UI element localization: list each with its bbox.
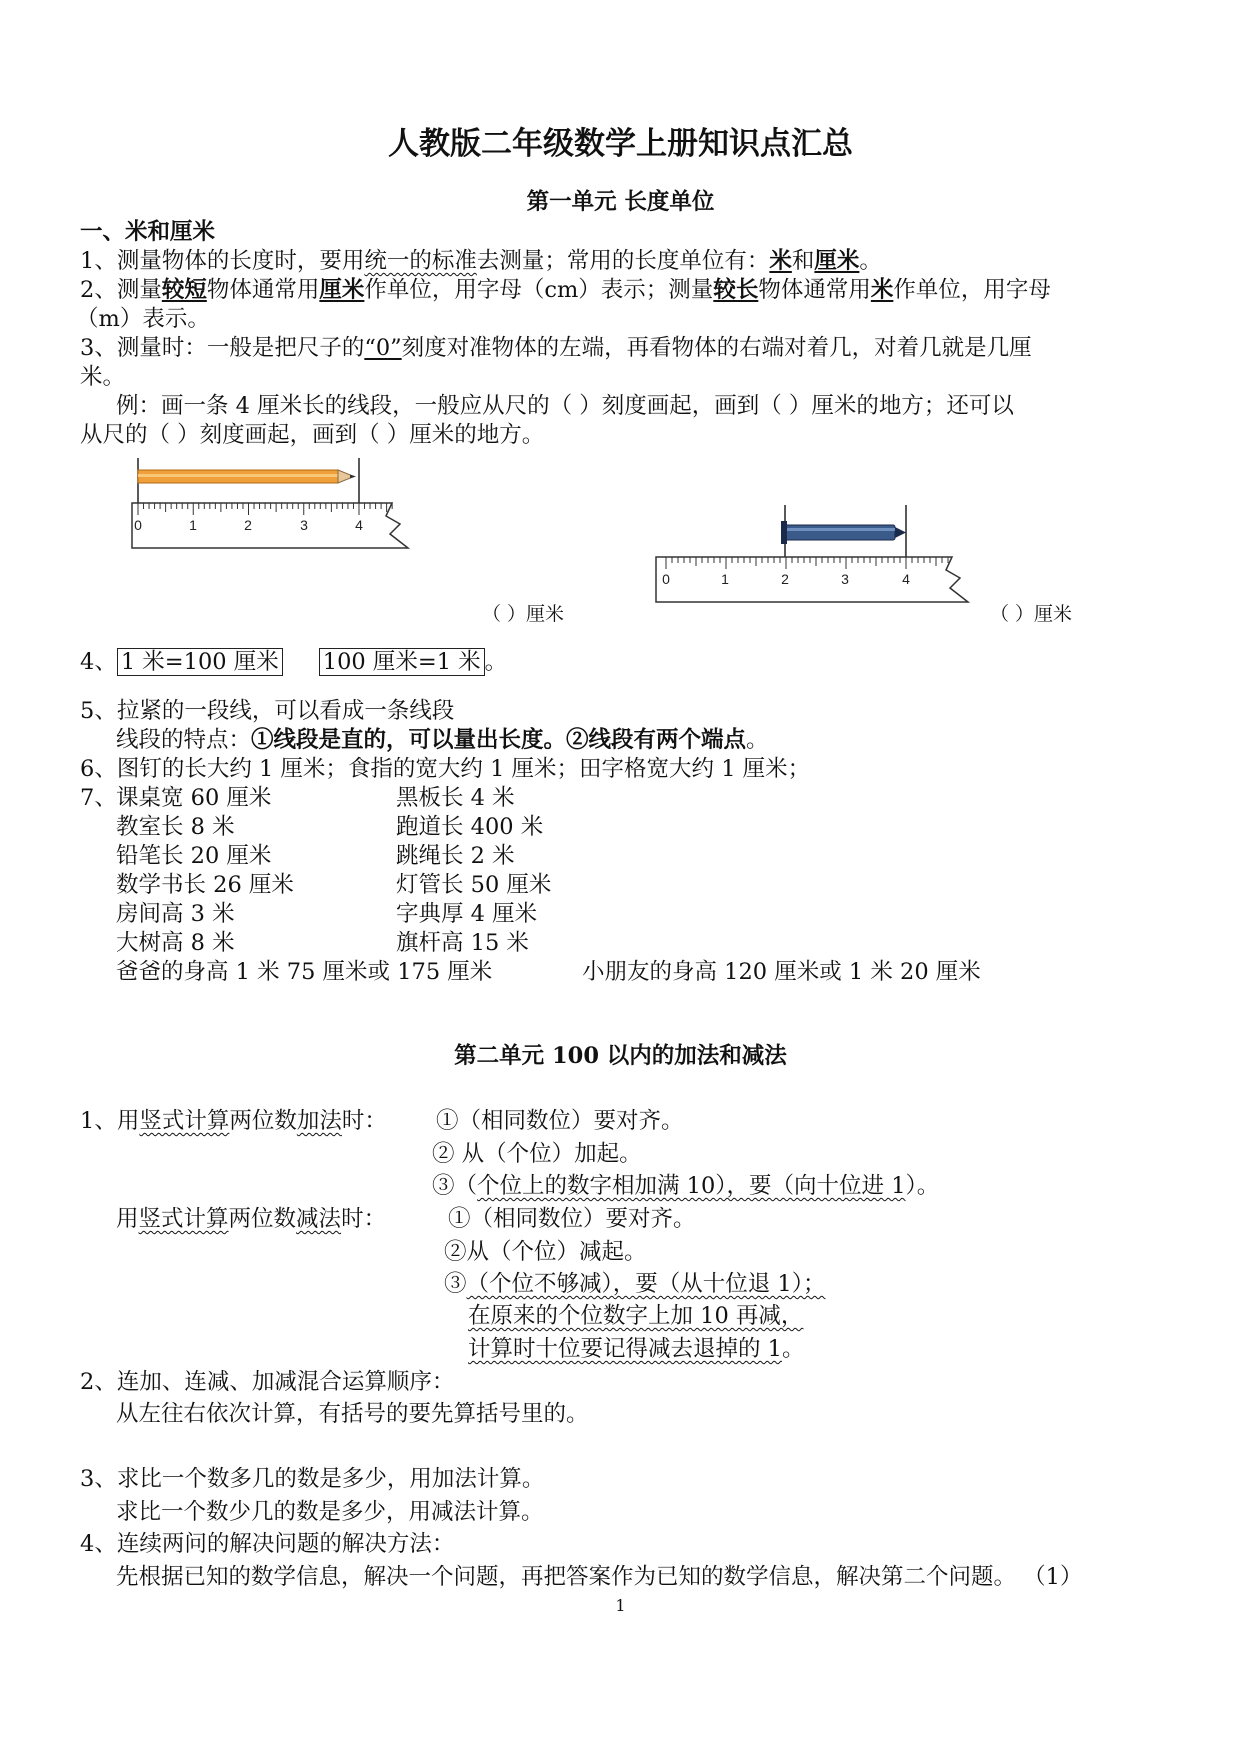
- text-bold: 米: [769, 248, 792, 274]
- list-item: 铅笔长 20 厘米: [116, 843, 272, 869]
- text-bold: 米: [870, 277, 894, 303]
- unit2-sub-line: [116, 1203, 386, 1235]
- text: 去测量；常用的长度单位有：: [476, 248, 770, 274]
- list-item: 数学书长 26 厘米: [116, 872, 294, 898]
- text-bold: ①线段是直的，可以量出长度。②线段有两个端点: [251, 727, 747, 753]
- list-item: 灯管长 50 厘米: [396, 872, 552, 898]
- text: 作单位，用字母（cm）表示；测量: [364, 277, 714, 303]
- unit2-line3-cont: 求比一个数少几的数是多少，用减法计算。: [116, 1499, 544, 1525]
- unit1-subheading: 一、米和厘米: [80, 219, 216, 245]
- text: 用: [116, 1206, 139, 1232]
- text: 物体通常用: [206, 277, 320, 303]
- text: 1、测量物体的长度时，要用: [80, 248, 365, 274]
- list-item: 黑板长 4 米: [396, 785, 515, 811]
- unit2-heading: 第二单元 100 以内的加法和减法: [454, 1043, 787, 1069]
- text: ③（: [432, 1173, 478, 1199]
- unit2-line2: 2、连加、连减、加减混合运算顺序：: [80, 1369, 455, 1395]
- unit1-line6: 6、图钉的长大约 1 厘米；食指的宽大约 1 厘米；田字格宽大约 1 厘米；: [80, 756, 811, 782]
- sub-rule-3-cont: [468, 1300, 803, 1332]
- ruler-with-pencil-figure: [128, 458, 468, 558]
- list-item: 课桌宽 60 厘米: [116, 785, 272, 811]
- document-title: 人教版二年级数学上册知识点汇总: [388, 126, 853, 162]
- text: 作单位，用字母: [893, 277, 1051, 303]
- text-underlined: 个位上的数字相加满 10），要（向十位进 1: [477, 1173, 906, 1199]
- text: 时：: [341, 1108, 387, 1134]
- list-item: 房间高 3 米: [116, 901, 235, 927]
- text: 线段的特点：: [116, 727, 252, 753]
- boxed-formula: 100 厘米=1 米: [319, 648, 485, 676]
- list-item: 教室长 8 米: [116, 814, 235, 840]
- text: 。: [859, 248, 882, 274]
- sub-rule-2: ②从（个位）减起。: [444, 1239, 647, 1265]
- sub-rule-3: [444, 1268, 825, 1300]
- unit1-line5: 5、拉紧的一段线，可以看成一条线段: [80, 698, 455, 724]
- tick-label: 2: [244, 517, 252, 533]
- text: 。: [746, 727, 769, 753]
- ruler-with-marker-figure: [650, 505, 990, 615]
- text: 和: [791, 248, 815, 274]
- unit2-add-line: [80, 1105, 387, 1137]
- text: 2、测量: [80, 277, 162, 303]
- tick-label: 4: [902, 571, 910, 587]
- list-item: 爸爸的身高 1 米 75 厘米或 175 厘米: [116, 959, 493, 985]
- unit1-line1: [80, 245, 882, 277]
- unit2-line2-cont: 从左往右依次计算，有括号的要先算括号里的。: [116, 1401, 589, 1427]
- pencil-icon: [138, 470, 356, 483]
- text: 两位数: [228, 1206, 297, 1232]
- unit1-line2-cont: （m）表示。: [76, 306, 210, 332]
- text-underlined: 竖式计算: [139, 1108, 230, 1134]
- unit1-example-cont: 从尺的（ ）刻度画起，画到（ ）厘米的地方。: [80, 422, 545, 448]
- unit2-line3: 3、求比一个数多几的数是多少，用加法计算。: [80, 1466, 545, 1492]
- tick-label: 0: [134, 517, 142, 533]
- text: ）。: [905, 1173, 940, 1199]
- unit1-line3: [80, 332, 1032, 364]
- sub-rule-1: ①（相同数位）要对齐。: [448, 1206, 696, 1232]
- text-underlined: 竖式计算: [138, 1206, 229, 1232]
- text-bold: 厘米: [814, 248, 860, 274]
- text: 。: [484, 649, 508, 675]
- add-rule-3: [432, 1170, 939, 1202]
- unit1-line7-prefix: 7、: [80, 785, 117, 811]
- tick-label: 1: [189, 517, 197, 533]
- unit2-line4-cont: 先根据已知的数学信息，解决一个问题，再把答案作为已知的数学信息，解决第二个问题。 （1）: [116, 1564, 1083, 1590]
- text-underlined: 减法: [296, 1206, 342, 1232]
- tick-label: 1: [721, 571, 729, 587]
- text-underlined: 在原来的个位数字上加 10 再减，: [468, 1303, 804, 1329]
- list-item: 跑道长 400 米: [396, 814, 544, 840]
- text-underlined: 计算时十位要记得减去退掉的 1: [468, 1336, 782, 1362]
- tick-label: 2: [781, 571, 789, 587]
- unit1-heading: 第一单元 长度单位: [526, 189, 715, 215]
- unit1-example: 例：画一条 4 厘米长的线段，一般应从尺的（ ）刻度画起，画到（ ）厘米的地方；还可以: [116, 393, 1014, 419]
- text-underlined: “0”: [364, 335, 402, 361]
- list-item: 字典厚 4 厘米: [396, 901, 538, 927]
- page-number: 1: [615, 1596, 626, 1615]
- boxed-formula: 1 米=100 厘米: [117, 648, 283, 676]
- unit1-line4: [80, 646, 507, 678]
- unit1-line2: [80, 274, 1051, 306]
- ruler-icon: [656, 557, 968, 602]
- add-rule-1: ①（相同数位）要对齐。: [436, 1108, 684, 1134]
- list-item: 大树高 8 米: [116, 930, 235, 956]
- text: 物体通常用: [758, 277, 871, 303]
- tick-label: 4: [355, 517, 363, 533]
- add-rule-2: ② 从（个位）加起。: [432, 1141, 642, 1167]
- text-bold: 较长: [713, 277, 759, 303]
- marker-icon: [781, 521, 906, 544]
- unit1-line5-cont: [116, 724, 769, 756]
- text-underlined: 加法: [296, 1108, 342, 1134]
- unit2-line4: 4、连续两问的解决问题的解决方法：: [80, 1531, 455, 1557]
- text: 两位数: [229, 1108, 297, 1134]
- list-item: 小朋友的身高 120 厘米或 1 米 20 厘米: [582, 959, 981, 985]
- tick-label: 3: [300, 517, 308, 533]
- sub-rule-3-cont: [468, 1333, 804, 1365]
- text-underlined: 统一的标准: [364, 248, 477, 274]
- text: 1、用: [80, 1108, 140, 1134]
- ruler1-caption: （ ）厘米: [482, 603, 565, 625]
- text: ③: [444, 1271, 467, 1297]
- text-bold: 较短: [161, 277, 207, 303]
- ruler-icon: [132, 503, 408, 548]
- text: 3、测量时：一般是把尺子的: [80, 335, 365, 361]
- text: 4、: [80, 649, 117, 675]
- text-bold: 厘米: [319, 277, 365, 303]
- tick-label: 3: [841, 571, 849, 587]
- list-item: 跳绳长 2 米: [396, 843, 515, 869]
- text: 时：: [341, 1206, 387, 1232]
- list-item: 旗杆高 15 米: [396, 930, 529, 956]
- ruler2-caption: （ ）厘米: [990, 603, 1073, 625]
- text-underlined: （个位不够减），要（从十位退 1）；: [466, 1271, 826, 1297]
- text: 。: [781, 1336, 805, 1362]
- unit1-line3-cont: 米。: [80, 364, 126, 390]
- text: 刻度对准物体的左端，再看物体的右端对着几，对着几就是几厘: [401, 335, 1032, 361]
- tick-label: 0: [662, 571, 670, 587]
